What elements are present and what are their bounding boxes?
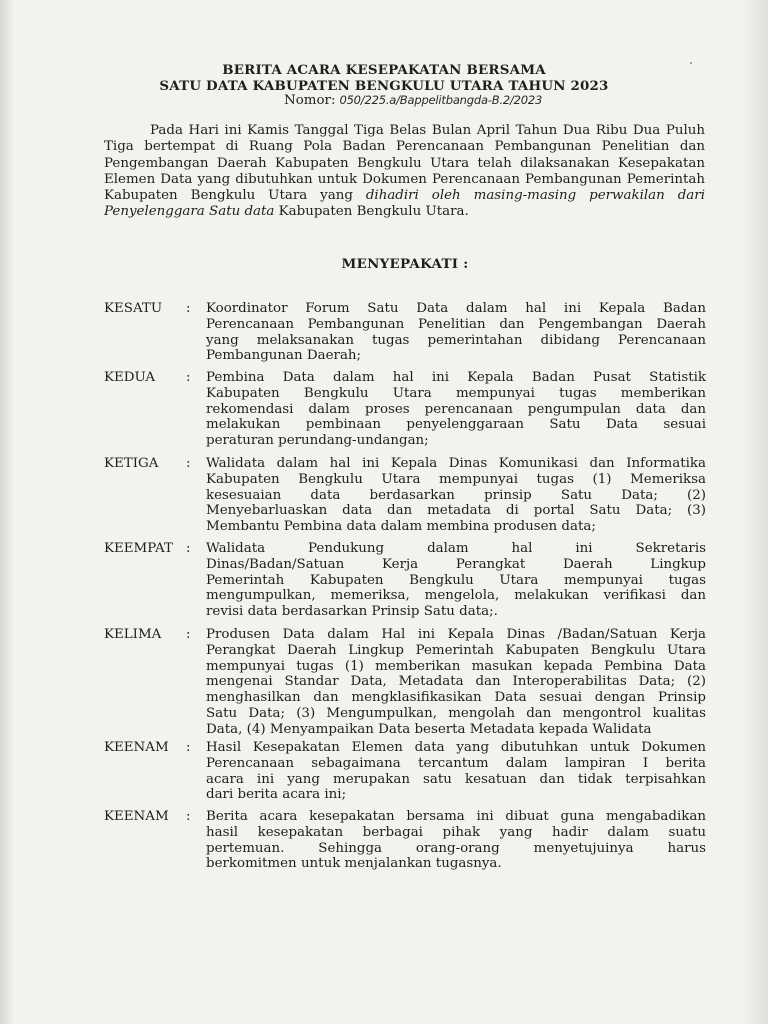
agreement-item bbox=[104, 456, 706, 535]
agreement-item-colon: : bbox=[186, 370, 191, 385]
scan-edge-left bbox=[0, 0, 14, 1024]
agreement-item-text bbox=[206, 809, 706, 872]
agreement-item bbox=[104, 809, 706, 872]
agreement-item bbox=[104, 370, 706, 449]
document-number bbox=[284, 93, 542, 108]
agreement-item-line: Walidata dalam hal ini Kepala Dinas Komunikasi dan Informatika bbox=[206, 456, 706, 471]
agreement-item-line: menghasilkan dan mengklasifikasikan Data sesuai dengan Prinsip bbox=[206, 690, 706, 706]
agreement-item-text bbox=[206, 541, 706, 620]
document-subtitle: SATU DATA KABUPATEN BENGKULU UTARA TAHUN 2023 bbox=[159, 78, 609, 94]
agreement-item-line: acara ini yang merupakan satu kesatuan dan tidak terpisahkan bbox=[206, 771, 706, 787]
agreement-item-line: Pembangunan Daerah; bbox=[206, 348, 362, 364]
agreement-item-label: KELIMA bbox=[104, 627, 162, 642]
agreement-item-line: rekomendasi dalam proses perencanaan pengumpulan data dan bbox=[206, 401, 706, 417]
agreement-item bbox=[104, 301, 706, 364]
intro-text-2: Kabupaten Bengkulu Utara. bbox=[278, 204, 469, 220]
agreement-item-line: hasil kesepakatan berbagai pihak yang hadir dalam suatu bbox=[206, 824, 706, 840]
scan-edge-right bbox=[742, 0, 768, 1024]
agreement-item-colon: : bbox=[186, 456, 191, 471]
agreement-item-line: Perencanaan sebagaimana tercantum dalam lampiran I berita bbox=[206, 755, 706, 771]
agreement-item-line: Menyebarluaskan data dan metadata di portal Satu Data; (3) bbox=[206, 503, 706, 519]
agreement-item-line: kesesuaian data berdasarkan prinsip Satu Data; (2) bbox=[206, 487, 706, 503]
agreement-item-label: KEEMPAT bbox=[104, 541, 173, 556]
agreement-item-line: Hasil Kesepakatan Elemen data yang dibutuhkan untuk Dokumen bbox=[206, 740, 706, 755]
document-number-label: Nomor: bbox=[284, 93, 336, 108]
agreement-item-line: revisi data berdasarkan Prinsip Satu data;. bbox=[206, 604, 498, 620]
agreement-item-colon: : bbox=[186, 301, 191, 316]
intro-text-italic: dihadiri oleh masing-masing perwakilan dari Penyelenggara Satu data bbox=[104, 188, 705, 220]
agreement-item-colon: : bbox=[186, 627, 191, 642]
agreement-item-line: Pembina Data dalam hal ini Kepala Badan Pusat Statistik bbox=[206, 370, 706, 385]
agreement-item-line: mempunyai tugas (1) memberikan masukan kepada Pembina Data bbox=[206, 658, 706, 674]
agreement-item-line: peraturan perundang-undangan; bbox=[206, 433, 429, 449]
agreement-item-line: yang melaksanakan tugas pemerintahan dibidang Perencanaan bbox=[206, 332, 706, 348]
agreement-item-line: mengenai Standar Data, Metadata dan Interoperabilitas Data; (2) bbox=[206, 674, 706, 690]
agreement-item-line: berkomitmen untuk menjalankan tugasnya. bbox=[206, 856, 502, 872]
agreement-item-line: dari berita acara ini; bbox=[206, 787, 347, 803]
agreement-item-line: Produsen Data dalam Hal ini Kepala Dinas /Badan/Satuan Kerja bbox=[206, 627, 706, 642]
agreement-item-line: Walidata Pendukung dalam hal ini Sekretaris bbox=[206, 541, 706, 556]
agreement-item-text bbox=[206, 740, 706, 803]
agreement-item-label: KEENAM bbox=[104, 809, 169, 824]
intro-text-1: Pada Hari ini Kamis Tanggal Tiga Belas Bulan April Tahun Dua Ribu Dua Puluh Tiga bertempat di Ruang Pola Badan Perencanaan Pembangunan Penelitian dan Pengembangan Daerah Kabupaten Bengkulu Utara telah dilaksanakan Kesepakatan Elemen Data yang dibutuhkan untuk Dokumen Perencanaan Pembangunan Pemerintah Kabupaten Bengkulu Utara yang bbox=[104, 123, 705, 204]
agreement-item-line: Koordinator Forum Satu Data dalam hal ini Kepala Badan bbox=[206, 301, 706, 316]
agreement-item-text bbox=[206, 627, 706, 738]
agreement-item-line: Membantu Pembina data dalam membina produsen data; bbox=[206, 519, 596, 535]
agreement-item-line: Berita acara kesepakatan bersama ini dibuat guna mengabadikan bbox=[206, 809, 706, 824]
agreement-item-line: Pemerintah Kabupaten Bengkulu Utara mempunyai tugas bbox=[206, 572, 706, 588]
agreement-item bbox=[104, 541, 706, 620]
agreement-item bbox=[104, 627, 706, 738]
agreement-item-label: KEDUA bbox=[104, 370, 156, 385]
agreement-item-line: mengumpulkan, memeriksa, mengelola, melakukan verifikasi dan bbox=[206, 588, 706, 604]
document-number-value: 050/225.a/Bappelitbangda-B.2/2023 bbox=[339, 93, 543, 107]
agreement-item-colon: : bbox=[186, 541, 191, 556]
agreement-item-line: Dinas/Badan/Satuan Kerja Perangkat Daerah Lingkup bbox=[206, 556, 706, 572]
agreement-item-line: Perangkat Daerah Lingkup Pemerintah Kabupaten Bengkulu Utara bbox=[206, 642, 706, 658]
document-title: BERITA ACARA KESEPAKATAN BERSAMA bbox=[222, 62, 546, 78]
agreement-item-line: Perencanaan Pembangunan Penelitian dan Pengembangan Daerah bbox=[206, 316, 706, 332]
agreement-item bbox=[104, 740, 706, 803]
agreement-item-colon: : bbox=[186, 809, 191, 824]
agreement-item-line: Satu Data; (3) Mengumpulkan, mengolah dan mengontrol kualitas bbox=[206, 705, 706, 721]
agreement-item-label: KESATU bbox=[104, 301, 163, 316]
agreement-item-label: KETIGA bbox=[104, 456, 159, 471]
agreement-item-line: Kabupaten Bengkulu Utara mempunyai tugas (1) Memeriksa bbox=[206, 471, 706, 487]
agreement-item-text bbox=[206, 301, 706, 364]
agreement-item-line: Data, (4) Menyampaikan Data beserta Metadata kepada Walidata bbox=[206, 721, 652, 737]
intro-paragraph bbox=[104, 123, 705, 221]
agreement-item-text bbox=[206, 456, 706, 535]
agreement-item-line: melakukan pembinaan penyelenggaraan Satu Data sesuai bbox=[206, 417, 706, 433]
agreement-item-text bbox=[206, 370, 706, 449]
agreement-item-line: Kabupaten Bengkulu Utara mempunyai tugas memberikan bbox=[206, 385, 706, 401]
agreement-item-colon: : bbox=[186, 740, 191, 755]
agreement-item-label: KEENAM bbox=[104, 740, 169, 755]
agreement-heading: MENYEPAKATI : bbox=[341, 256, 469, 272]
agreement-item-line: pertemuan. Sehingga orang-orang menyetujuinya harus bbox=[206, 840, 706, 856]
